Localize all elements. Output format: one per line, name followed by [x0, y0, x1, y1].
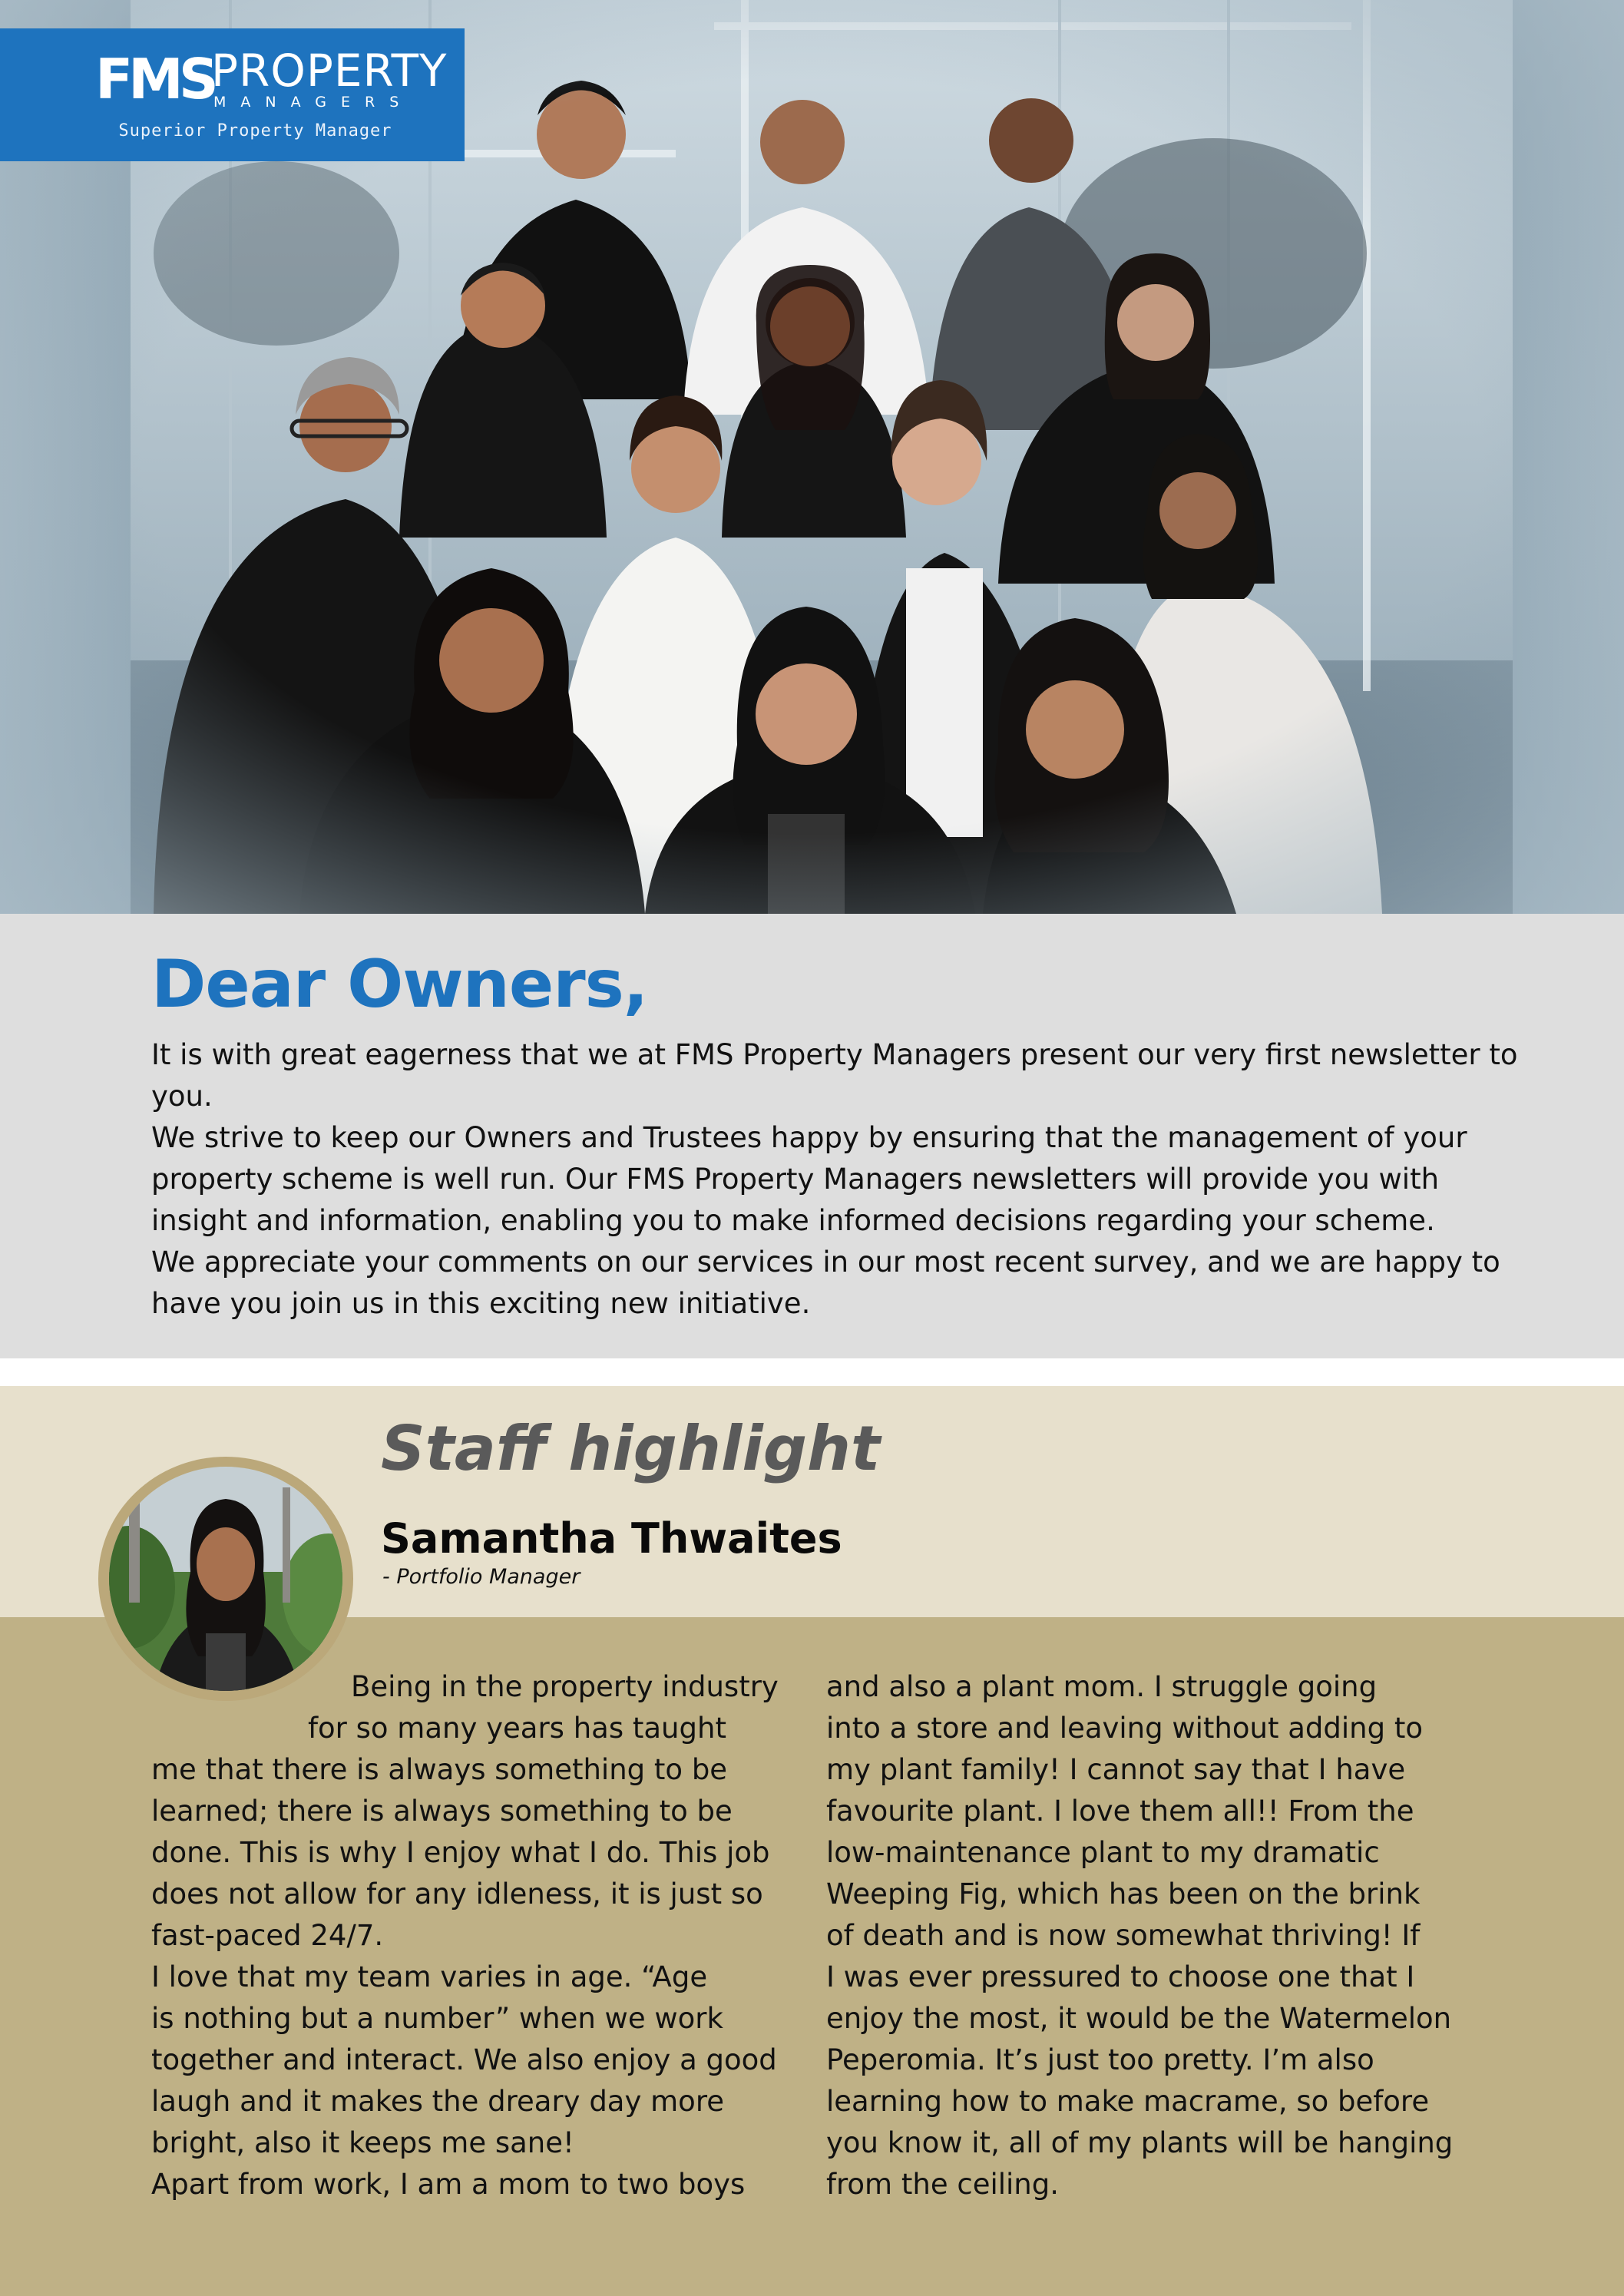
text-line: enjoy the most, it would be the Watermelon [826, 2002, 1452, 2035]
text-line: laugh and it makes the dreary day more [151, 2085, 724, 2118]
logo-subtitle: MANAGERS [213, 94, 414, 111]
intro-body [151, 1034, 1533, 1325]
staff-role: - Portfolio Manager [382, 1565, 580, 1589]
logo-tagline: Superior Property Manager [118, 121, 392, 141]
text-line: you know it, all of my plants will be hanging [826, 2126, 1454, 2159]
text-line: and also a plant mom. I struggle going [826, 1670, 1378, 1703]
team-photo [0, 0, 1624, 914]
intro-title: Dear Owners, [151, 946, 648, 1023]
text-line: is nothing but a number” when we work [151, 2002, 723, 2035]
text-line: of death and is now somewhat thriving! If [826, 1919, 1421, 1952]
text-line: Being in the property industry [351, 1670, 779, 1703]
text-line: from the ceiling. [826, 2168, 1059, 2201]
text-line: I love that my team varies in age. “Age [151, 1960, 708, 1993]
text-line: into a store and leaving without adding to [826, 1712, 1423, 1745]
staff-highlight-heading: Staff highlight [381, 1413, 881, 1484]
text-line: done. This is why I enjoy what I do. This job [151, 1836, 770, 1869]
text-line: together and interact. We also enjoy a good [151, 2043, 777, 2076]
logo-wordmark: PROPERTY [211, 45, 448, 97]
logo-mark: FMS [95, 47, 214, 111]
text-line: Weeping Fig, which has been on the brink [826, 1877, 1421, 1911]
staff-name: Samantha Thwaites [381, 1514, 842, 1563]
intro-section [0, 914, 1624, 1358]
text-line: fast-paced 24/7. [151, 1919, 384, 1952]
staff-text-right-column [826, 1666, 1502, 2205]
text-line: bright, also it keeps me sane! [151, 2126, 574, 2159]
text-line: does not allow for any idleness, it is just so [151, 1877, 763, 1911]
text-line: me that there is always something to be [151, 1753, 728, 1786]
text-line: my plant family! I cannot say that I have [826, 1753, 1406, 1786]
text-line: learned; there is always something to be [151, 1795, 733, 1828]
intro-paragraph: We strive to keep our Owners and Trustees happy by ensuring that the management of your property scheme is well run. Our FMS Property Managers newsletters will provide you with insight and information, enabling you to make informed decisions regarding your scheme. [151, 1121, 1467, 1237]
text-line: learning how to make macrame, so before [826, 2085, 1430, 2118]
text-line: Apart from work, I am a mom to two boys [151, 2168, 746, 2201]
staff-text-left-column [151, 1666, 796, 2205]
text-line: Peperomia. It’s just too pretty. I’m also [826, 2043, 1374, 2076]
brand-logo[interactable] [0, 28, 465, 161]
intro-paragraph: We appreciate your comments on our services in our most recent survey, and we are happy to have you join us in this exciting new initiative. [151, 1246, 1500, 1320]
text-line: I was ever pressured to choose one that I [826, 1960, 1415, 1993]
text-line: for so many years has taught [308, 1712, 726, 1745]
text-line: favourite plant. I love them all!! From the [826, 1795, 1414, 1828]
text-line: low-maintenance plant to my dramatic [826, 1836, 1380, 1869]
intro-paragraph: It is with great eagerness that we at FMS Property Managers present our very first newsletter to you. [151, 1038, 1518, 1113]
staff-portrait [98, 1457, 353, 1701]
